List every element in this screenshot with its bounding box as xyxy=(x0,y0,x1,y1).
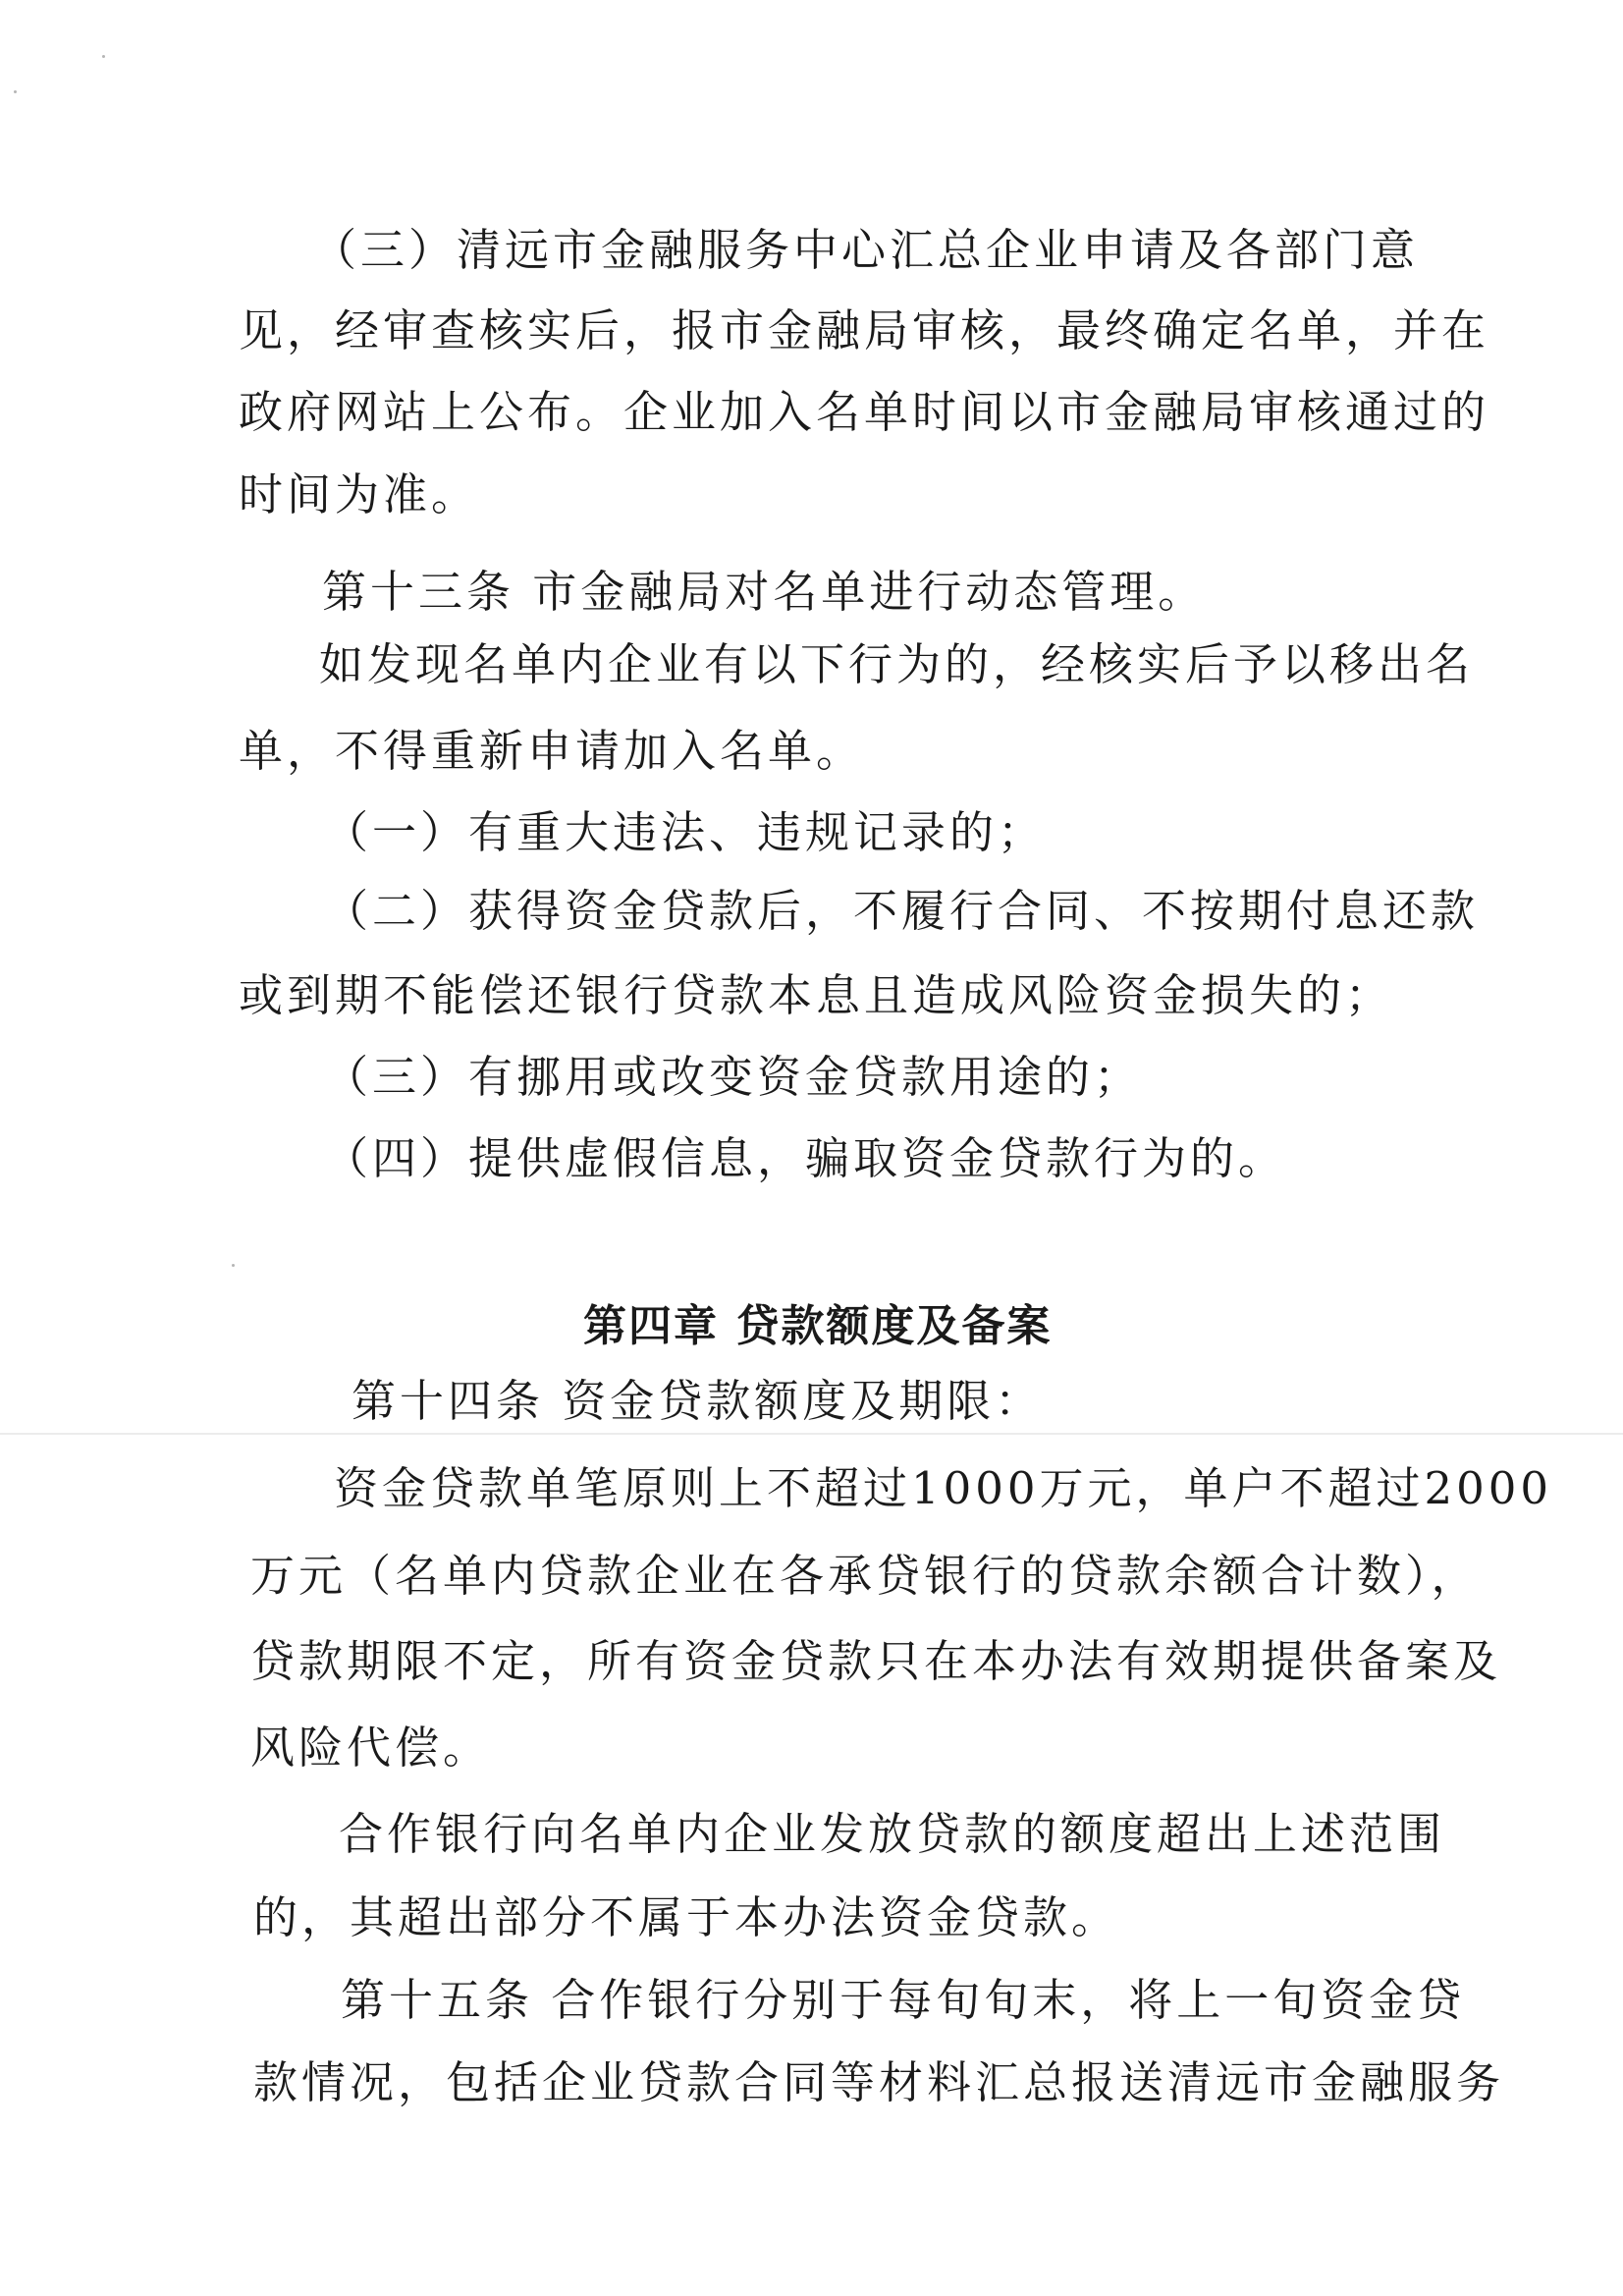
text-line: 万元（名单内贷款企业在各承贷银行的贷款余额合计数）， xyxy=(250,1550,1480,1602)
scan-speck xyxy=(102,55,105,58)
text-line: 如发现名单内企业有以下行为的，经核实后予以移出名 xyxy=(319,638,1475,690)
text-line: 第十四条 资金贷款额度及期限： xyxy=(352,1375,1044,1427)
chapter-heading: 第四章 贷款额度及备案 xyxy=(583,1301,1053,1351)
text-line: 时间为准。 xyxy=(239,468,480,520)
list-item: 或到期不能偿还银行贷款本息且造成风险资金损失的； xyxy=(239,969,1394,1021)
list-item: （二）获得资金贷款后，不履行合同、不按期付息还款 xyxy=(324,885,1480,937)
list-item: （四）提供虚假信息，骗取资金贷款行为的。 xyxy=(324,1132,1287,1184)
scan-speck xyxy=(14,90,17,93)
list-item: （三）有挪用或改变资金贷款用途的； xyxy=(324,1051,1143,1103)
scan-fold-line xyxy=(0,1433,1623,1435)
text-line: 政府网站上公布。企业加入名单时间以市金融局审核通过的 xyxy=(239,386,1490,438)
text-line: 合作银行向名单内企业发放贷款的额度超出上述范围 xyxy=(339,1808,1446,1860)
text-line: 贷款期限不定，所有资金贷款只在本办法有效期提供备案及 xyxy=(250,1635,1502,1687)
text-line: 单，不得重新申请加入名单。 xyxy=(239,725,865,777)
list-item: （一）有重大违法、违规记录的； xyxy=(324,806,1047,858)
text-line: 第十五条 合作银行分别于每旬旬末，将上一旬资金贷 xyxy=(341,1974,1466,2026)
text-line: 风险代偿。 xyxy=(250,1722,492,1774)
text-line: 资金贷款单笔原则上不超过1000万元，单户不超过2000 xyxy=(334,1462,1553,1514)
text-line: 第十三条 市金融局对名单进行动态管理。 xyxy=(322,566,1207,618)
scan-speck xyxy=(232,1264,235,1267)
text-line: 见，经审查核实后，报市金融局审核，最终确定名单，并在 xyxy=(239,304,1490,356)
text-line: （三）清远市金融服务中心汇总企业申请及各部门意 xyxy=(312,224,1420,276)
text-line: 款情况，包括企业贷款合同等材料汇总报送清远市金融服务 xyxy=(253,2056,1505,2108)
text-line: 的，其超出部分不属于本办法资金贷款。 xyxy=(253,1891,1120,1943)
